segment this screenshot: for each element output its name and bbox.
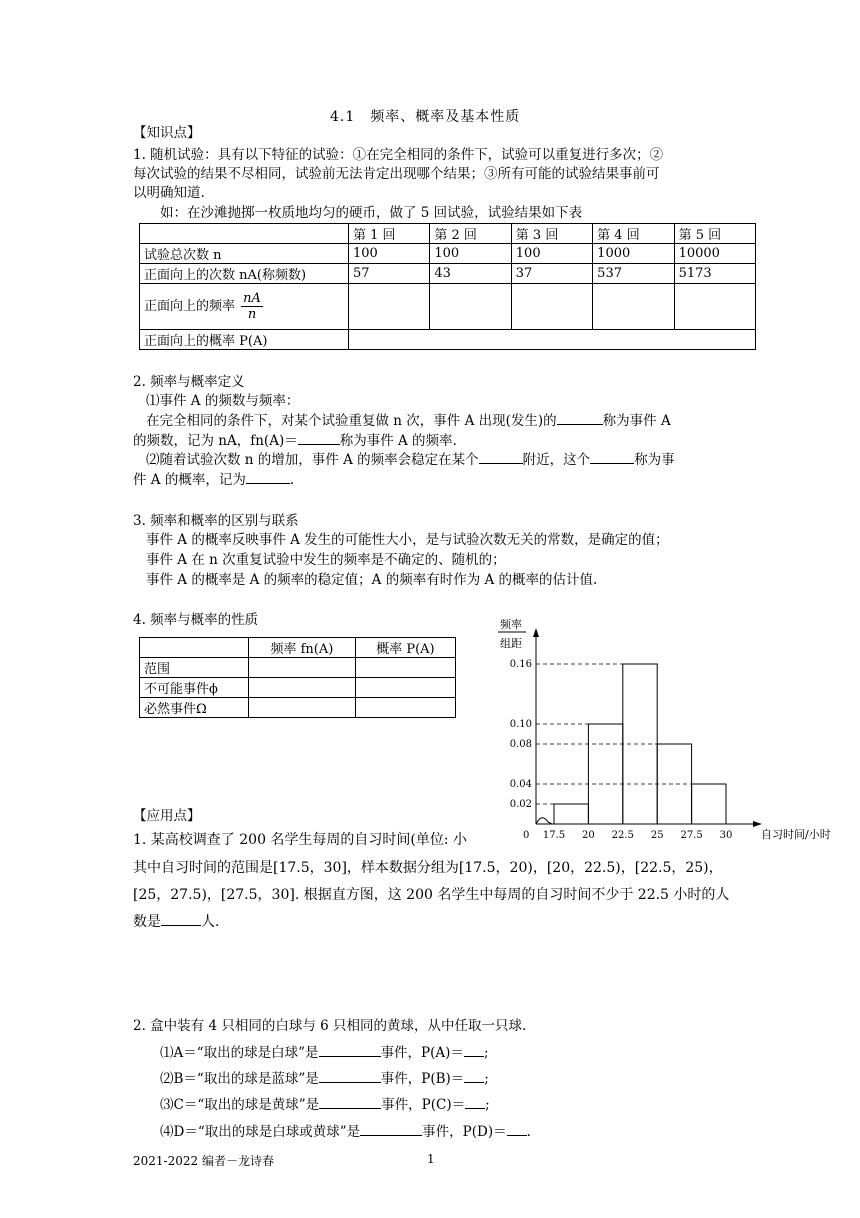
fraction-denominator: n (247, 307, 257, 322)
chart-y-ticks (510, 659, 532, 810)
histogram-bar (588, 724, 622, 824)
y-tick-label: 0.16 (509, 659, 532, 670)
s3-line2: 事件 A 在 n 次重复试验中发生的频率是不确定的、随机的； (146, 552, 506, 568)
coin-table-header: 第 4 回 (593, 224, 674, 244)
blank-answer-count (161, 925, 201, 926)
s2-line1 (146, 411, 671, 431)
coin-cell-empty (349, 284, 430, 330)
blank-probability (465, 1108, 485, 1109)
properties-cell-empty (355, 698, 455, 718)
s2-sub2-b: 附近，这个 (522, 452, 591, 468)
coin-cell: 5173 (674, 264, 755, 284)
coin-cell-empty (430, 284, 511, 330)
chart-x-ticks (543, 830, 733, 841)
coin-cell: 100 (430, 244, 511, 264)
coin-row-label-frac (140, 284, 349, 330)
blank-event-type (319, 1082, 381, 1083)
s2-line2 (133, 431, 457, 451)
s2-sub2-a: ⑵随着试验次数 n 的增加，事件 A 的频率会稳定在某个 (146, 452, 479, 468)
chart-ylabel-top: 频率 (500, 618, 522, 631)
q2-item (160, 1122, 531, 1142)
s2-line2-b: 称为事件 A 的频率. (339, 433, 457, 449)
footer-editor: 2021-2022 编者－龙诗春 (133, 1154, 274, 1168)
coin-cell-empty (511, 284, 592, 330)
histogram-chart (490, 610, 835, 850)
apply-header: 【应用点】 (133, 808, 201, 824)
s2-line3-b: . (289, 472, 295, 488)
coin-cell: 100 (511, 244, 592, 264)
s3-line1: 事件 A 的概率反映事件 A 发生的可能性大小，是与试验次数无关的常数，是确定的值； (146, 532, 669, 548)
q2-item-mid: 事件，P(C)＝ (381, 1097, 466, 1113)
coin-table-header: 第 5 回 (674, 224, 755, 244)
coin-table-header-empty (140, 224, 349, 244)
properties-row-label: 不可能事件ϕ (140, 678, 249, 698)
x-tick-label: 30 (719, 830, 733, 841)
coin-cell: 10000 (674, 244, 755, 264)
coin-table-header: 第 1 回 (349, 224, 430, 244)
properties-row-label: 必然事件Ω (140, 698, 249, 718)
q2-item-post: ; (485, 1097, 490, 1113)
coin-cell: 37 (511, 264, 592, 284)
blank-probability-notation (246, 483, 290, 484)
properties-cell-empty (249, 698, 356, 718)
q2-item-mid: 事件，P(B)＝ (380, 1071, 465, 1087)
coin-table-header: 第 3 回 (511, 224, 592, 244)
coin-table (139, 223, 756, 350)
s2-sub2 (146, 450, 675, 470)
q2-item-mid: 事件，P(A)＝ (380, 1045, 464, 1061)
blank-probability (464, 1056, 484, 1057)
s1-line1: 1. 随机试验：具有以下特征的试验：①在完全相同的条件下，试验可以重复进行多次；② (133, 147, 664, 163)
coin-cell: 537 (593, 264, 674, 284)
y-tick-label: 0.10 (509, 719, 532, 730)
properties-header-empty (140, 638, 249, 658)
frequency-label: 正面向上的频率 (144, 299, 236, 314)
blank-event-type (319, 1108, 381, 1109)
coin-table-header: 第 2 回 (430, 224, 511, 244)
s3-heading: 3. 频率和概率的区别与联系 (133, 513, 299, 529)
s2-line1-a: 在完全相同的条件下，对某个试验重复做 n 次，事件 A 出现(发生)的 (146, 413, 557, 429)
q2-item-post: ; (484, 1071, 489, 1087)
s2-line1-b: 称为事件 A (602, 413, 671, 429)
q2-item-post: . (526, 1124, 531, 1140)
blank-frequency-formula (298, 444, 340, 445)
properties-table (139, 637, 456, 718)
blank-constant-name (590, 463, 634, 464)
knowledge-header: 【知识点】 (133, 125, 201, 141)
s1-line3: 以明确知道. (133, 185, 205, 201)
q2-item-mid: 事件，P(D)＝ (422, 1124, 507, 1140)
chart-xlabel: 自习时间/小时 (761, 828, 831, 841)
q1-line4-b: 人. (201, 914, 220, 930)
coin-cell: 57 (349, 264, 430, 284)
histogram-bar (692, 784, 726, 824)
properties-header: 概率 P(A) (355, 638, 455, 658)
coin-cell: 43 (430, 264, 511, 284)
blank-event-type (319, 1056, 381, 1057)
blank-constant (479, 463, 523, 464)
q2-item-pre: ⑷D＝“取出的球是白球或黄球”是 (160, 1124, 361, 1140)
fraction-numerator: nA (243, 291, 261, 306)
x-tick-label: 25 (650, 830, 664, 841)
s1-line2: 每次试验的结果不尽相同，试验前无法肯定出现哪个结果；③所有可能的试验结果事前可 (133, 166, 660, 182)
q1-line4 (133, 912, 219, 932)
chart-origin-label: 0 (523, 830, 530, 841)
q2-intro: 2. 盒中装有 4 只相同的白球与 6 只相同的黄球，从中任取一只球. (133, 1018, 527, 1034)
properties-cell-empty (355, 658, 455, 678)
chart-axis-break (536, 818, 552, 824)
y-tick-label: 0.04 (509, 779, 532, 790)
coin-row-label: 试验总次数 n (140, 244, 349, 264)
q2-item (160, 1069, 489, 1089)
coin-cell-empty (674, 284, 755, 330)
s2-line3-a: 件 A 的概率，记为 (133, 472, 246, 488)
footer-page-number: 1 (427, 1152, 435, 1166)
x-tick-label: 22.5 (611, 830, 634, 841)
q1-line4-a: 数是 (133, 914, 161, 930)
coin-cell: 1000 (593, 244, 674, 264)
s2-sub1: ⑴事件 A 的频数与频率： (146, 393, 300, 409)
histogram-bar (554, 804, 588, 824)
coin-cell: 100 (349, 244, 430, 264)
q1-line3: [25，27.5)，[27.5，30]. 根据直方图，这 200 名学生中每周的自习时间不少于 22.5 小时的人 (133, 887, 730, 903)
s2-line3 (133, 470, 294, 490)
q2-item (160, 1095, 490, 1115)
s1-example: 如：在沙滩抛掷一枚质地均匀的硬币，做了 5 回试验，试验结果如下表 (160, 205, 583, 221)
s3-line3: 事件 A 的概率是 A 的频率的稳定值；A 的频率有时作为 A 的概率的估计值. (146, 572, 598, 588)
chart-ylabel-bottom: 组距 (500, 637, 522, 650)
coin-row-label: 正面向上的次数 nA(称频数) (140, 264, 349, 284)
blank-probability (464, 1082, 484, 1083)
coin-row-label: 正面向上的概率 P(A) (140, 330, 349, 350)
page-title: 4.1 频率、概率及基本性质 (330, 109, 521, 125)
blank-event-type (360, 1135, 422, 1136)
s2-sub2-c: 称为事 (634, 452, 675, 468)
s2-heading: 2. 频率与概率定义 (133, 374, 245, 390)
q1-line1: 1. 某高校调查了 200 名学生每周的自习时间(单位: 小 (133, 832, 468, 848)
q2-item-pre: ⑶C＝“取出的球是黄球”是 (160, 1097, 320, 1113)
q1-line2: 其中自习时间的范围是[17.5，30]，样本数据分组为[17.5，20)，[20，22.5)，[22.5，25)， (133, 860, 723, 876)
x-tick-label: 27.5 (680, 830, 703, 841)
s4-heading: 4. 频率与概率的性质 (133, 612, 259, 628)
properties-row-label: 范围 (140, 658, 249, 678)
fraction (241, 291, 263, 322)
coin-cell-empty (349, 330, 756, 350)
q2-item-pre: ⑴A＝“取出的球是白球”是 (160, 1045, 319, 1061)
blank-frequency-count (557, 424, 603, 425)
q2-item-post: ; (483, 1045, 489, 1061)
properties-cell-empty (249, 678, 356, 698)
x-tick-label: 17.5 (542, 830, 566, 841)
chart-y-axis-arrow (533, 628, 539, 637)
x-tick-label: 20 (582, 830, 595, 841)
q2-item (160, 1043, 489, 1063)
y-tick-label: 0.08 (509, 739, 532, 750)
properties-cell-empty (355, 678, 455, 698)
y-tick-label: 0.02 (509, 799, 532, 810)
q2-item-pre: ⑵B＝“取出的球是蓝球”是 (160, 1071, 319, 1087)
properties-cell-empty (249, 658, 356, 678)
s2-line2-a: 的频数，记为 nA，fn(A)＝ (133, 433, 298, 449)
chart-x-axis-arrow (753, 821, 762, 827)
blank-probability (507, 1135, 527, 1136)
chart-gridlines (536, 664, 692, 804)
properties-header: 频率 fn(A) (249, 638, 356, 658)
coin-cell-empty (593, 284, 674, 330)
